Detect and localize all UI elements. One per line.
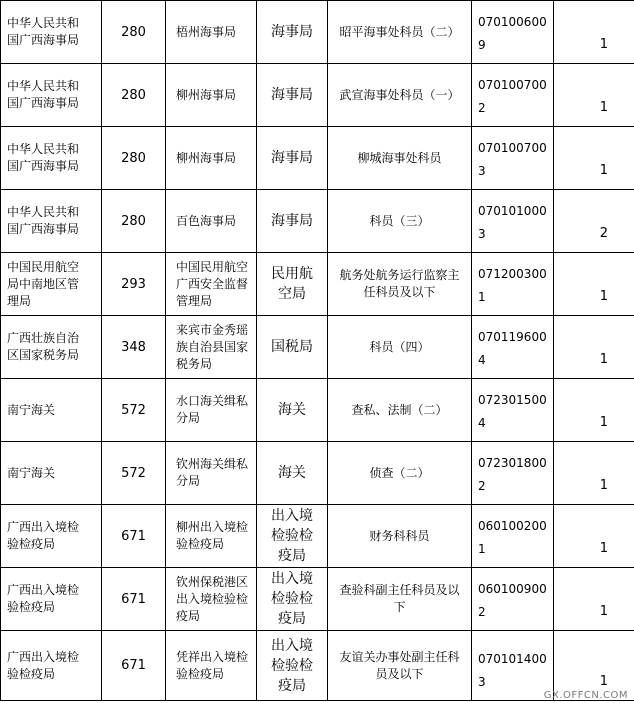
- dept-code-cell: 348: [102, 316, 166, 379]
- recruit-count-cell: 1: [554, 127, 634, 190]
- table-row: [1, 379, 634, 442]
- dept-cell: 广西出入境检 验检疫局: [1, 505, 102, 568]
- dept-code-cell: 280: [102, 64, 166, 127]
- recruit-count-cell: 1: [554, 442, 634, 505]
- position-code-cell: 070100600 9: [472, 1, 554, 64]
- position-cell: 查私、法制（二）: [328, 379, 472, 442]
- position-code-cell: 072301800 2: [472, 442, 554, 505]
- table-row: [1, 253, 634, 316]
- watermark-text: GX.OFFCN.COM: [543, 690, 628, 701]
- unit-nature-cell: 海事局: [257, 190, 328, 253]
- unit-nature-cell: 海事局: [257, 64, 328, 127]
- dept-cell: 中华人民共和 国广西海事局: [1, 190, 102, 253]
- dept-cell: 中华人民共和 国广西海事局: [1, 64, 102, 127]
- table-row: [1, 190, 634, 253]
- unit-cell: 钦州海关缉私 分局: [166, 442, 257, 505]
- table-row: [1, 442, 634, 505]
- unit-nature-cell: 出入境 检验检 疫局: [257, 505, 328, 568]
- dept-cell: 南宁海关: [1, 442, 102, 505]
- unit-cell: 来宾市金秀瑶 族自治县国家 税务局: [166, 316, 257, 379]
- recruit-count-cell: 1: [554, 379, 634, 442]
- position-code-cell: 071200300 1: [472, 253, 554, 316]
- table-row: [1, 64, 634, 127]
- recruit-count-cell: 1: [554, 1, 634, 64]
- position-cell: 科员（三）: [328, 190, 472, 253]
- unit-nature-cell: 海关: [257, 442, 328, 505]
- table-row: [1, 1, 634, 64]
- unit-cell: 百色海事局: [166, 190, 257, 253]
- unit-nature-cell: 出入境 检验检 疫局: [257, 568, 328, 631]
- recruit-count-cell: 1: [554, 631, 634, 701]
- unit-cell: 柳州海事局: [166, 64, 257, 127]
- position-code-cell: 070101400 3: [472, 631, 554, 701]
- unit-cell: 柳州出入境检 验检疫局: [166, 505, 257, 568]
- dept-cell: 广西出入境检 验检疫局: [1, 568, 102, 631]
- dept-code-cell: 671: [102, 505, 166, 568]
- position-code-cell: 072301500 4: [472, 379, 554, 442]
- unit-nature-cell: 民用航 空局: [257, 253, 328, 316]
- position-code-cell: 060100200 1: [472, 505, 554, 568]
- unit-nature-cell: 海事局: [257, 127, 328, 190]
- unit-cell: 凭祥出入境检 验检疫局: [166, 631, 257, 701]
- dept-code-cell: 293: [102, 253, 166, 316]
- recruit-count-cell: 2: [554, 190, 634, 253]
- unit-nature-cell: 出入境 检验检 疫局: [257, 631, 328, 701]
- position-code-cell: 070100700 3: [472, 127, 554, 190]
- dept-code-cell: 572: [102, 379, 166, 442]
- dept-cell: 南宁海关: [1, 379, 102, 442]
- unit-nature-cell: 海事局: [257, 1, 328, 64]
- recruit-count-cell: 1: [554, 253, 634, 316]
- table-row: [1, 631, 634, 701]
- position-cell: 侦查（二）: [328, 442, 472, 505]
- position-cell: 友谊关办事处副主任科 员及以下: [328, 631, 472, 701]
- recruit-count-cell: 1: [554, 64, 634, 127]
- unit-nature-cell: 海关: [257, 379, 328, 442]
- position-cell: 昭平海事处科员（二）: [328, 1, 472, 64]
- position-cell: 柳城海事处科员: [328, 127, 472, 190]
- dept-code-cell: 280: [102, 127, 166, 190]
- position-code-cell: 070101000 3: [472, 190, 554, 253]
- dept-cell: 广西壮族自治 区国家税务局: [1, 316, 102, 379]
- recruit-count-cell: 1: [554, 505, 634, 568]
- dept-code-cell: 671: [102, 631, 166, 701]
- table-row: [1, 568, 634, 631]
- unit-cell: 中国民用航空 广西安全监督 管理局: [166, 253, 257, 316]
- dept-code-cell: 671: [102, 568, 166, 631]
- position-cell: 查验科副主任科员及以 下: [328, 568, 472, 631]
- unit-cell: 梧州海事局: [166, 1, 257, 64]
- dept-cell: 中华人民共和 国广西海事局: [1, 1, 102, 64]
- unit-cell: 水口海关缉私 分局: [166, 379, 257, 442]
- position-cell: 武宣海事处科员（一）: [328, 64, 472, 127]
- dept-cell: 中国民用航空 局中南地区管 理局: [1, 253, 102, 316]
- position-cell: 科员（四）: [328, 316, 472, 379]
- recruit-count-cell: 1: [554, 316, 634, 379]
- unit-cell: 钦州保税港区 出入境检验检 疫局: [166, 568, 257, 631]
- position-code-cell: 060100900 2: [472, 568, 554, 631]
- position-cell: 财务科科员: [328, 505, 472, 568]
- position-cell: 航务处航务运行监察主 任科员及以下: [328, 253, 472, 316]
- dept-cell: 广西出入境检 验检疫局: [1, 631, 102, 701]
- dept-code-cell: 572: [102, 442, 166, 505]
- table-row: [1, 127, 634, 190]
- position-code-cell: 070100700 2: [472, 64, 554, 127]
- dept-code-cell: 280: [102, 1, 166, 64]
- unit-cell: 柳州海事局: [166, 127, 257, 190]
- unit-nature-cell: 国税局: [257, 316, 328, 379]
- dept-cell: 中华人民共和 国广西海事局: [1, 127, 102, 190]
- recruit-count-cell: 1: [554, 568, 634, 631]
- table-row: [1, 505, 634, 568]
- dept-code-cell: 280: [102, 190, 166, 253]
- table-row: [1, 316, 634, 379]
- position-code-cell: 070119600 4: [472, 316, 554, 379]
